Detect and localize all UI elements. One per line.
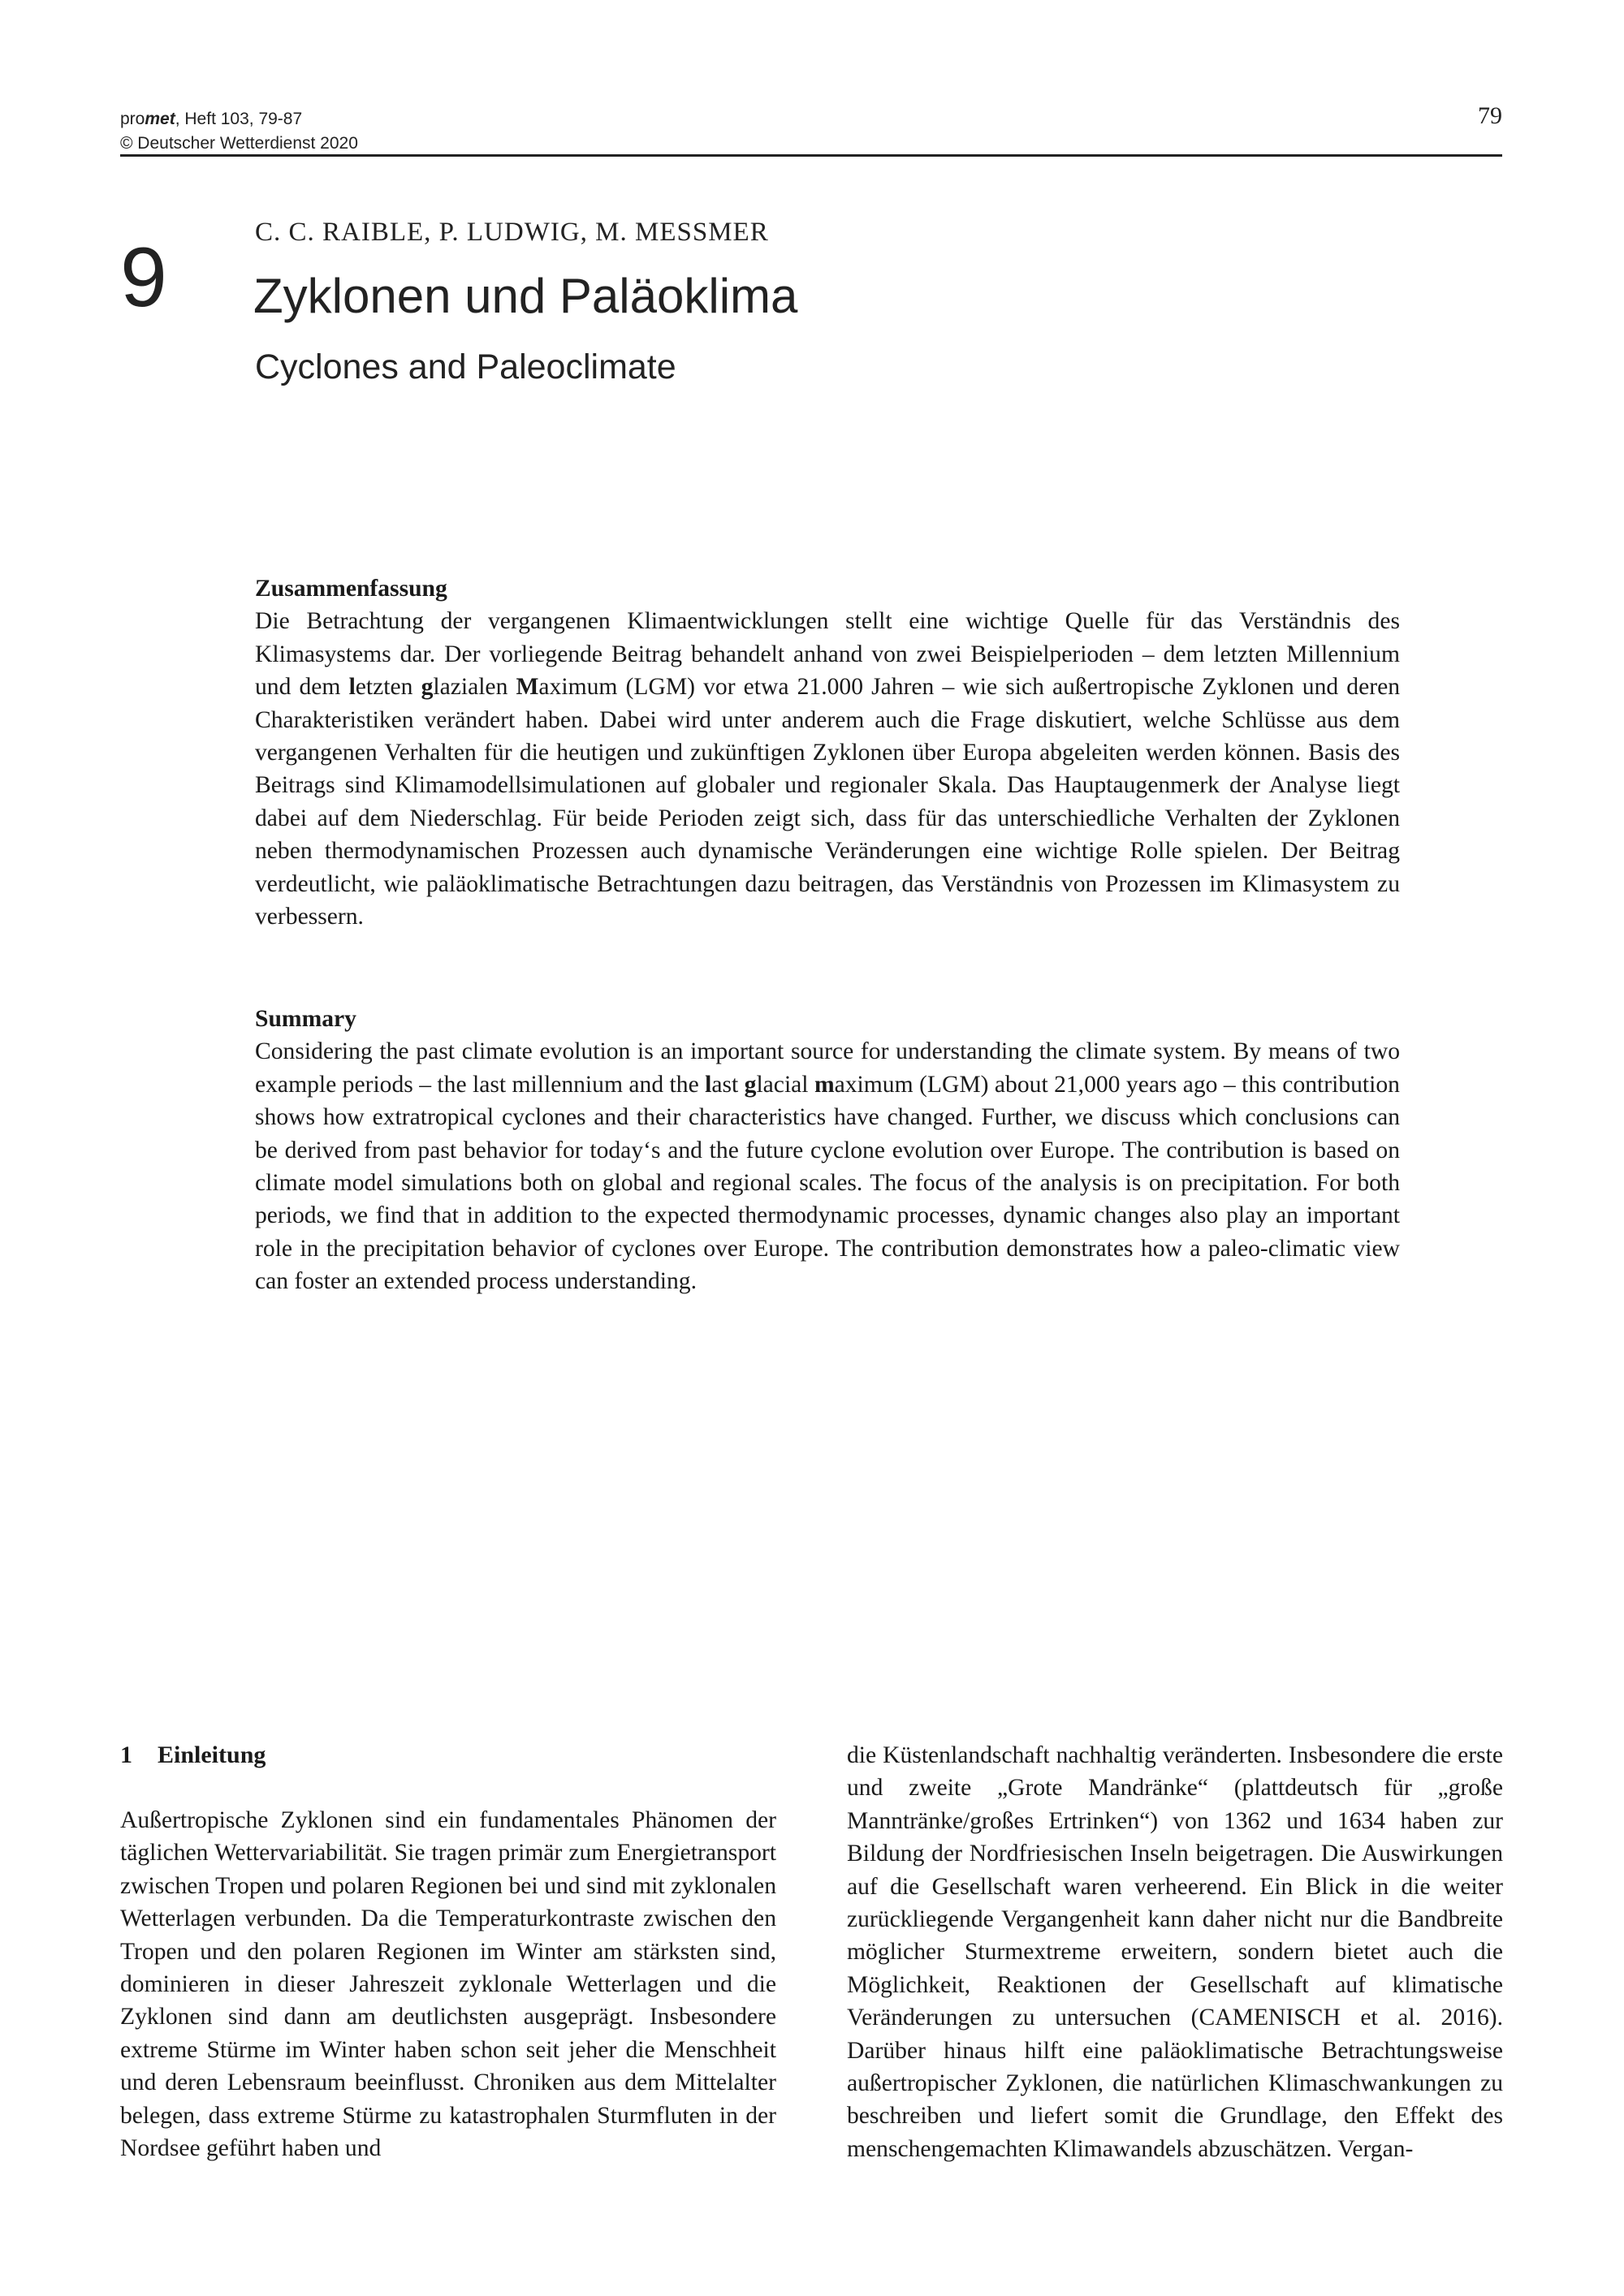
abstract-german — [255, 572, 1400, 933]
page-number: 79 — [1478, 102, 1502, 129]
journal-citation: promet, Heft 103, 79-87 — [120, 110, 303, 128]
abstract-german-heading: Zusammenfassung — [255, 576, 447, 602]
chapter-authors: C. C. RAIBLE, P. LUDWIG, M. MESSMER — [255, 218, 769, 247]
abstract-english-text: Considering the past climate evolution is an important source for understanding the climate system. By means of two example periods – the last millennium and the last glacial maximum (LGM) about 21,000 years ago – this contribution shows how extratropical cyclones and their characteristics have changed. Further, we discuss which conclusions can be derived from past behavior for today‘s and the future cyclone evolution over Europe. The contribution is based on climate model simulations both on global and regional scales. The focus of the analysis is on precipitation. For both periods, we find that in addition to the expected thermodynamic processes, dynamic changes also play an important role in the precipitation behavior of cyclones over Europe. The contribution demonstrates how a paleo-climatic view can foster an extended process understanding. — [255, 1038, 1400, 1295]
chapter-number: 9 — [120, 231, 167, 325]
chapter-title-english: Cyclones and Paleoclimate — [255, 347, 676, 386]
body-paragraph: Außertropische Zyklonen sind ein fundamentales Phänomen der täglichen Wettervariabilität. Sie tragen primär zum Energietransport zwischen Tropen und polaren Regionen bei und sind mit zyklonalen Wetterlagen verbunden. Da die Temperaturkontraste zwischen den Tropen und den polaren Regionen im Winter am stärksten sind, dominieren in dieser Jahreszeit zyklonale Wetterlagen und die Zyklonen sind dann am deutlichsten ausgeprägt. Insbesondere extreme Stürme im Winter haben schon seit jeher die Menschheit und deren Lebensraum beeinflusst. Chroniken aus dem Mittelalter belegen, dass extreme Stürme zu katastrophalen Sturmfluten in der Nordsee geführt haben und — [120, 1807, 776, 2162]
body-column-right — [847, 1739, 1503, 2165]
section-number: 1 — [120, 1741, 132, 1768]
copyright-line: © Deutscher Wetterdienst 2020 — [120, 134, 358, 153]
header-rule — [120, 154, 1502, 157]
body-column-left — [120, 1739, 776, 2164]
section-heading — [120, 1739, 776, 1772]
section-title: Einleitung — [158, 1741, 266, 1768]
abstract-english-heading: Summary — [255, 1006, 356, 1032]
chapter-title-german: Zyklonen und Paläoklima — [253, 269, 798, 323]
abstract-english — [255, 1003, 1400, 1298]
body-paragraph: die Küstenlandschaft nachhaltig veränderten. Insbesondere die erste und zweite „Grote Mandränke“ (plattdeutsch für „große Manntränke/großes Ertrinken“) von 1362 und 1634 haben zur Bildung der Nordfriesischen Inseln beigetragen. Die Auswirkungen auf die Gesellschaft waren verheerend. Ein Blick in die weiter zurückliegende Vergangenheit kann daher nicht nur die Bandbreite möglicher Sturmextreme erweitern, sondern bietet auch die Möglichkeit, Reaktionen der Gesellschaft auf klimatische Veränderungen zu untersuchen (CAMENISCH et al. 2016). Darüber hinaus hilft eine paläoklimatische Betrachtungsweise außertropischer Zyklonen, die natürlichen Klimaschwankungen zu beschreiben und liefert somit die Grundlage, den Effekt des menschengemachten Klimawandels abzuschätzen. Vergan- — [847, 1742, 1503, 2162]
running-header — [120, 107, 358, 156]
abstract-german-text: Die Betrachtung der vergangenen Klimaentwicklungen stellt eine wichtige Quelle für das Verständnis des Klimasystems dar. Der vorliegende Beitrag behandelt anhand von zwei Beispielperioden – dem letzten Millennium und dem letzten glazialen Maximum (LGM) vor etwa 21.000 Jahren – wie sich außertropische Zyklonen und deren Charakteristiken verändert haben. Dabei wird unter anderem auch die Frage diskutiert, welche Schlüsse aus dem vergangenen Verhalten für die heutigen und zukünftigen Zyklonen über Europa abgeleiten werden können. Basis des Beitrags sind Klimamodellsimulationen auf globaler und regionaler Skala. Das Hauptaugenmerk der Analyse liegt dabei auf dem Niederschlag. Für beide Perioden zeigt sich, dass für das unterschiedliche Verhalten der Zyklonen neben thermodynamischen Prozessen auch dynamische Veränderungen eine wichtige Rolle spielen. Der Beitrag verdeutlicht, wie paläoklimatische Betrachtungen dazu beitragen, das Verständnis von Prozessen im Klimasystem zu verbessern. — [255, 608, 1401, 930]
